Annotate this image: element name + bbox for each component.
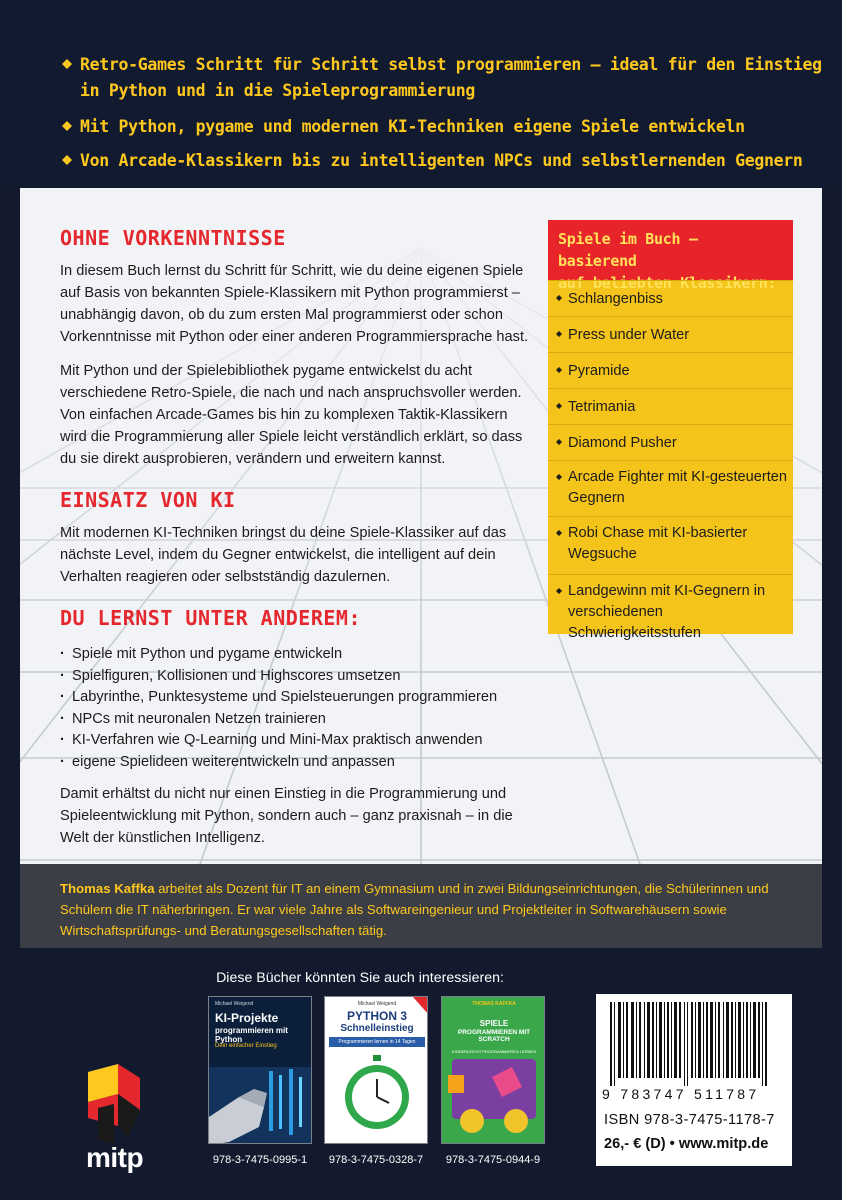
main-column xyxy=(60,226,530,861)
diamond-bullet-icon xyxy=(556,367,562,373)
related-book-cover[interactable] xyxy=(324,996,428,1144)
sidebar-heading-line: auf beliebten Klassikern: xyxy=(558,274,777,292)
publisher-logo xyxy=(88,1064,158,1184)
barcode xyxy=(596,994,792,1166)
book-title: Schnelleinstieg xyxy=(340,1023,414,1034)
book-subtitle: Programmieren lernen in 14 Tagen xyxy=(329,1037,425,1047)
barcode-bars xyxy=(596,994,792,1090)
publisher-logo-text: mitp xyxy=(86,1142,144,1173)
top-item-line: in Python und in die Spieleprogrammierung xyxy=(80,81,475,100)
diamond-bullet-icon xyxy=(556,295,562,301)
list-item: · Spiele mit Python und pygame entwickeln xyxy=(60,644,530,666)
diamond-bullet-icon xyxy=(556,403,562,409)
list-item xyxy=(548,280,793,316)
game-title: Robi Chase mit KI-basierter xyxy=(568,525,748,541)
isbn-number: ISBN 978-3-7475-1178-7 xyxy=(604,1112,775,1128)
list-item: · NPCs mit neuronalen Netzen trainieren xyxy=(60,709,530,731)
book-author: THOMAS KAFFKA xyxy=(472,1001,516,1007)
book-title: programmieren mit Python xyxy=(215,1026,288,1044)
game-title: Landgewinn mit KI-Gegnern in xyxy=(568,583,766,599)
sidebar-heading-line: Spiele im Buch – basierend xyxy=(558,230,698,270)
diamond-bullet-icon xyxy=(556,588,562,594)
top-item-line: Retro-Games Schritt für Schritt selbst programmieren – ideal für den Einstieg xyxy=(80,55,822,74)
author-bio-body: arbeitet als Dozent für IT an einem Gymnasium und in zwei Bildungseinrichtungen, die Schülerinnen und Schülern die IT näherbringen. Er war viele Jahre als Softwareingenieur und Projektleiter in Softwarehäusern sowie Wirtschaftsprüfungs- und Beratungsgesellschaften tätig. xyxy=(60,881,769,938)
content-panel xyxy=(20,188,822,864)
list-item xyxy=(548,388,793,424)
stopwatch-illustration xyxy=(325,997,428,1144)
book-isbn: 978-3-7475-0944-9 xyxy=(445,1154,541,1166)
diamond-bullet-icon xyxy=(556,474,562,480)
game-title: Schlangenbiss xyxy=(568,291,663,307)
book-title: PYTHON 3 xyxy=(346,1009,407,1023)
list-item: · Labyrinthe, Punktesysteme und Spielsteuerungen programmieren xyxy=(60,687,530,709)
author-name: Thomas Kaffka xyxy=(60,881,155,896)
list-item xyxy=(548,316,793,352)
games-sidebar xyxy=(548,220,793,641)
paragraph: Mit Python und der Spielebibliothek pygame entwickelst du acht verschiedene Retro-Spiele, die nach und nach anspruchsvoller werden. Von einfachen Arcade-Games bis hin zu komplexen Taktik-Klassikern wird die Programmierung aller Spiele leicht verständlich erklärt, so dass du sie direkt ausprobieren, verändern und erweitern kannst. xyxy=(60,363,523,467)
book-author: Michael Weigend xyxy=(215,1001,254,1007)
game-title: Wegsuche xyxy=(568,546,637,562)
paragraph: Damit erhältst du nicht nur einen Einstieg in die Programmierung und Spieleentwicklung mit Python, sondern auch – ganz praxisnah – in die Welt der künstlichen Intelligenz. xyxy=(60,786,513,846)
book-title: PROGRAMMIEREN MIT SCRATCH xyxy=(457,1029,531,1043)
book-isbn: 978-3-7475-0328-7 xyxy=(328,1154,424,1166)
mitp-logo-icon xyxy=(88,1064,158,1154)
top-bullet-item xyxy=(62,52,822,104)
price-and-website: 26,- € (D) • www.mitp.de xyxy=(604,1136,769,1152)
top-bullet-item xyxy=(62,148,803,174)
book-isbn: 978-3-7475-0995-1 xyxy=(212,1154,308,1166)
section-heading-du-lernst: DU LERNST UNTER ANDEREM: xyxy=(60,606,361,630)
sidebar-heading xyxy=(548,220,793,292)
author-bio-text xyxy=(60,878,782,941)
book-title: SPIELE xyxy=(479,1019,509,1028)
list-item: · eigene Spielideen weiterentwickeln und anpassen xyxy=(60,752,530,774)
learn-list xyxy=(60,644,530,773)
game-title: verschiedenen Schwierigkeitsstufen xyxy=(568,604,702,641)
diamond-bullet-icon xyxy=(556,530,562,536)
top-banner xyxy=(0,0,842,188)
book-title: KI-Projekte xyxy=(215,1011,279,1025)
related-book-cover[interactable] xyxy=(441,996,545,1144)
game-title: Pyramide xyxy=(568,363,630,379)
book-author: Michael Weigend xyxy=(357,1001,397,1007)
game-title: Press under Water xyxy=(568,327,690,343)
related-books-label: Diese Bücher könnten Sie auch interessieren: xyxy=(216,970,504,986)
section-heading-einsatz-von-ki: EINSATZ VON KI xyxy=(60,488,236,512)
list-item xyxy=(548,352,793,388)
list-item: · KI-Verfahren wie Q-Learning und Mini-Max praktisch anwenden xyxy=(60,730,530,752)
list-item xyxy=(548,460,793,516)
game-title: Diamond Pusher xyxy=(568,435,677,451)
section-heading-ohne-vorkenntnisse: OHNE VORKENNTNISSE xyxy=(60,226,286,250)
game-title: Gegnern xyxy=(568,490,625,506)
list-item: · Spielfiguren, Kollisionen und Highscores umsetzen xyxy=(60,666,530,688)
top-bullet-item xyxy=(62,114,745,140)
barcode-digits: 9 783747 511787 xyxy=(602,1086,760,1102)
game-title: Tetrimania xyxy=(568,399,636,415)
paragraph: Mit modernen KI-Techniken bringst du deine Spiele-Klassiker auf das nächste Level, indem du Gegner entwickelst, die intelligent auf dein Verhalten reagieren oder selbstständig dazulernen. xyxy=(60,525,507,585)
top-item-line: Von Arcade-Klassikern bis zu intelligenten NPCs und selbstlernenden Gegnern xyxy=(80,151,803,170)
paragraph: In diesem Buch lernst du Schritt für Schritt, wie du deine eigenen Spiele auf Basis von bekannten Spiele-Klassikern mit Python programmierst – unabhängig davon, ob du zum ersten Mal programmierst oder schon Vorkenntnisse mit Python oder einer anderen Programmiersprache hast. xyxy=(60,263,529,345)
diamond-bullet-icon xyxy=(556,439,562,445)
top-item-line: Mit Python, pygame und modernen KI-Techniken eigene Spiele entwickeln xyxy=(80,117,745,136)
game-title: Arcade Fighter mit KI-gesteuerten xyxy=(568,469,788,485)
list-item xyxy=(548,424,793,460)
diamond-bullet-icon xyxy=(556,331,562,337)
list-item xyxy=(548,574,793,641)
related-book-cover[interactable] xyxy=(208,996,312,1144)
author-bio xyxy=(20,864,822,948)
book-subtitle: Dein einfacher Einstieg xyxy=(215,1043,277,1049)
list-item xyxy=(548,516,793,574)
book-subtitle: KINDERLEICHT PROGRAMMIEREN LERNEN xyxy=(452,1049,536,1054)
